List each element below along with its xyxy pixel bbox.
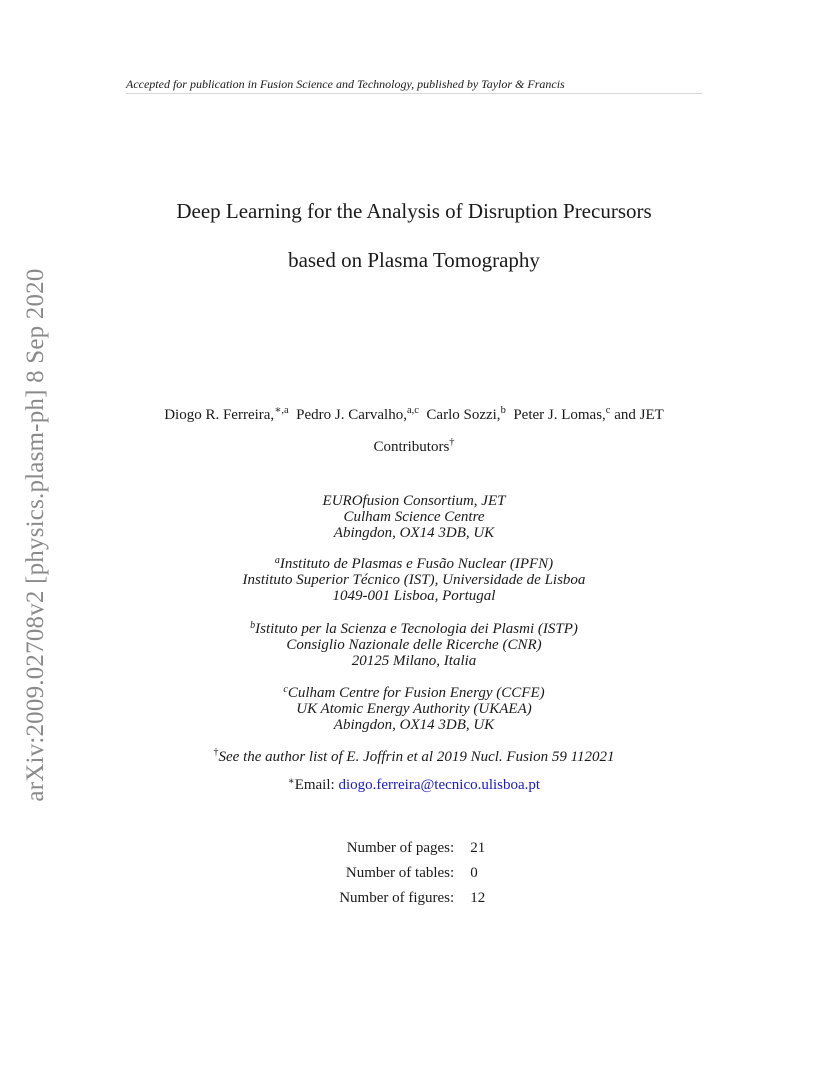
author-name: Peter J. Lomas, — [513, 407, 606, 423]
count-value: 21 — [470, 840, 486, 856]
author-name: Diogo R. Ferreira, — [164, 407, 275, 423]
author-affiliation-marker: ∗,a — [274, 405, 289, 416]
contributors-footnote — [100, 748, 728, 766]
affiliation-line: 1049-001 Lisboa, Portugal — [332, 588, 496, 604]
author-footnote-marker: † — [449, 437, 455, 448]
affiliation-main — [100, 493, 728, 541]
author-name: Pedro J. Carvalho, — [296, 407, 407, 423]
affiliation-marker: c — [283, 684, 288, 695]
journal-header-note: Accepted for publication in Fusion Science and Technology, published by Taylor & Francis — [126, 77, 565, 91]
affiliation-text: Instituto de Plasmas e Fusão Nuclear (IPFN) — [279, 556, 554, 572]
corresponding-email — [100, 776, 728, 794]
author-affiliation-marker: a,c — [406, 405, 419, 416]
footnote-marker: † — [213, 747, 219, 758]
count-value: 0 — [470, 865, 478, 881]
affiliation-line: UK Atomic Energy Authority (UKAEA) — [296, 701, 532, 717]
header-divider — [126, 93, 702, 94]
count-label: Number of tables: — [345, 865, 455, 881]
email-link[interactable]: diogo.ferreira@tecnico.ulisboa.pt — [338, 777, 541, 793]
affiliation-a — [100, 556, 728, 604]
affiliation-line — [100, 556, 728, 572]
count-value: 12 — [470, 890, 486, 906]
document-counts — [300, 838, 528, 913]
author-list-continued — [100, 437, 728, 457]
affiliation-line: 20125 Milano, Italia — [351, 653, 477, 669]
affiliation-line: Abingdon, OX14 3DB, UK — [333, 717, 495, 733]
affiliation-line — [100, 621, 728, 637]
affiliation-line — [100, 685, 728, 701]
paper-title-line-2: based on Plasma Tomography — [288, 248, 540, 272]
count-row-pages — [300, 838, 528, 863]
author-list — [100, 405, 728, 425]
affiliation-line: EUROfusion Consortium, JET — [322, 493, 506, 509]
affiliation-marker: a — [274, 555, 280, 566]
author-name: and JET — [614, 407, 664, 423]
affiliation-line: Culham Science Centre — [343, 509, 485, 525]
author-name: Carlo Sozzi, — [426, 407, 501, 423]
author-name: Contributors — [373, 439, 450, 455]
count-row-tables — [300, 863, 528, 888]
corresponding-author-marker: ∗ — [287, 776, 295, 787]
count-label: Number of pages: — [346, 840, 455, 856]
paper-title-line-1: Deep Learning for the Analysis of Disruption Precursors — [176, 199, 652, 223]
affiliation-line: Instituto Superior Técnico (IST), Universidade de Lisboa — [242, 572, 586, 588]
affiliation-c — [100, 685, 728, 733]
footnote-text: See the author list of E. Joffrin et al 2019 Nucl. Fusion 59 112021 — [218, 749, 615, 765]
count-label: Number of figures: — [339, 890, 455, 906]
email-label: Email: — [294, 777, 335, 793]
affiliation-b — [100, 621, 728, 669]
author-affiliation-marker: b — [500, 405, 506, 416]
author-affiliation-marker: c — [605, 405, 611, 416]
affiliation-line: Consiglio Nazionale delle Ricerche (CNR) — [286, 637, 542, 653]
arxiv-identifier-stamp: arXiv:2009.02708v2 [physics.plasm-ph] 8 Sep 2020 — [22, 268, 49, 802]
affiliation-line: Abingdon, OX14 3DB, UK — [333, 525, 495, 541]
count-row-figures — [300, 888, 528, 913]
affiliation-text: Istituto per la Scienza e Tecnologia dei Plasmi (ISTP) — [255, 621, 578, 637]
affiliation-marker: b — [250, 620, 256, 631]
affiliation-text: Culham Centre for Fusion Energy (CCFE) — [287, 685, 545, 701]
